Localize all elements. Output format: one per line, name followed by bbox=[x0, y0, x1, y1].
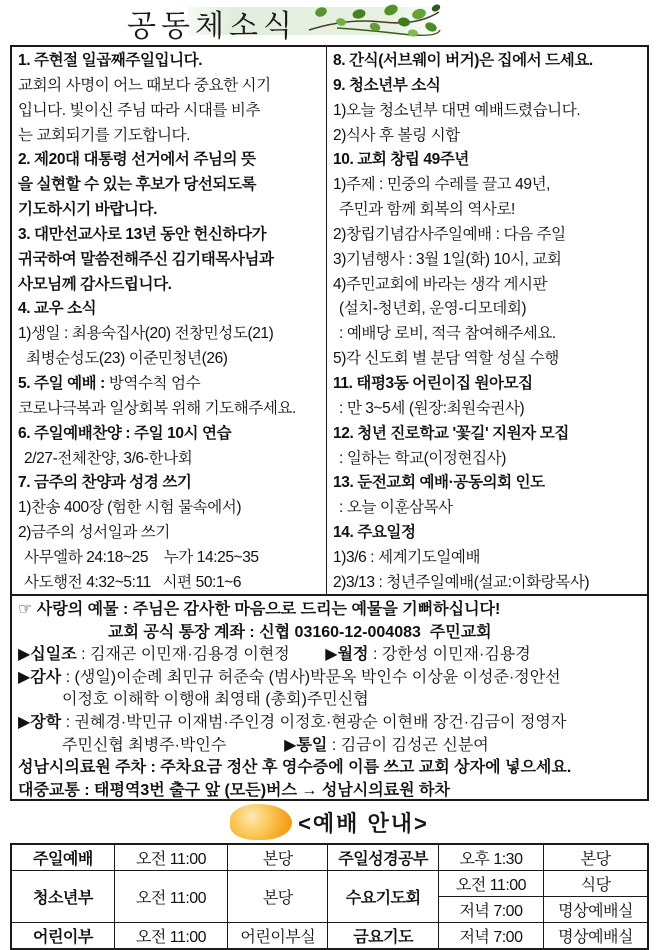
text-segment: 성남시의료원 주차 : 주차요금 정산 후 영수증에 이름 쓰고 교회 상자에 넣으세요. bbox=[18, 759, 572, 777]
text-line bbox=[18, 644, 645, 667]
text-line bbox=[333, 49, 645, 74]
text-segment: ▶장학 bbox=[18, 713, 62, 731]
text-segment: : 만 3~5세 (원장:최원숙권사) bbox=[339, 399, 525, 417]
text-segment: 12. 청년 진로학교 '꽃길' 지원자 모집 bbox=[333, 424, 569, 442]
text-segment: 2)식사 후 볼링 시합 bbox=[333, 126, 460, 144]
text-line bbox=[18, 571, 324, 594]
text-line bbox=[333, 546, 645, 571]
text-segment: 방역수칙 엄수 bbox=[108, 374, 201, 392]
text-segment: 귀국하여 말씀전해주신 김기태목사님과 bbox=[18, 250, 274, 268]
text-segment: : 예배당 로비, 적극 참여해주세요. bbox=[339, 325, 556, 343]
text-segment: 는 교회되기를 기도합니다. bbox=[18, 126, 191, 144]
text-segment: 3. 대만선교사로 13년 동안 헌신하다가 bbox=[18, 225, 267, 243]
text-segment: : 권혜경·박민규 이재범·주인경 이정호·현광순 이현배 장건·김금이 정영자 bbox=[61, 713, 567, 731]
table-row bbox=[11, 923, 648, 950]
text-line bbox=[18, 74, 324, 99]
text-line bbox=[18, 223, 324, 248]
text-segment: 코로나극복과 일상회복 위해 기도해주세요. bbox=[18, 399, 296, 417]
text-line bbox=[333, 397, 645, 422]
text-segment: 6. 주일예배찬양 : 주일 10시 연습 bbox=[18, 424, 232, 442]
text-line bbox=[18, 198, 324, 223]
text-segment: 5)각 신도회 별 분담 역할 성실 수행 bbox=[333, 350, 559, 368]
text-line bbox=[18, 397, 324, 422]
text-segment: 최병순성도(23) 이준민청년(26) bbox=[26, 350, 228, 368]
news-column-right bbox=[327, 47, 647, 594]
text-segment bbox=[226, 737, 284, 754]
text-segment: (설치-청년회, 운영-디모데회) bbox=[339, 300, 527, 318]
text-segment: 1)찬송 400장 (험한 시험 물속에서) bbox=[18, 499, 242, 517]
service-place-cell: 본당 bbox=[228, 844, 328, 871]
service-place-cell: 어린이부실 bbox=[228, 923, 328, 950]
text-line bbox=[333, 297, 645, 322]
text-segment: 3)기념행사 : 3월 1일(화) 10시, 교회 bbox=[333, 250, 562, 268]
text-line bbox=[18, 297, 324, 322]
text-line bbox=[18, 447, 324, 472]
bulletin-header bbox=[0, 0, 659, 45]
text-line bbox=[18, 99, 324, 124]
text-segment: 9. 청소년부 소식 bbox=[333, 76, 441, 94]
text-line bbox=[333, 347, 645, 372]
offering-and-info-notes bbox=[12, 596, 647, 802]
service-place-cell: 본당 bbox=[544, 844, 648, 871]
service-time-cell: 저녁 7:00 bbox=[438, 897, 543, 923]
text-line bbox=[18, 471, 324, 496]
text-line bbox=[18, 148, 324, 173]
text-line bbox=[18, 780, 645, 803]
text-segment: 1. 주현절 일곱째주일입니다. bbox=[18, 52, 203, 69]
text-line bbox=[18, 49, 324, 74]
text-line bbox=[333, 471, 645, 496]
text-line bbox=[18, 735, 645, 758]
table-row bbox=[11, 844, 648, 871]
worship-schedule-table bbox=[10, 843, 649, 950]
worship-guide-title: <예배 안내> bbox=[298, 810, 429, 836]
text-line bbox=[333, 447, 645, 472]
service-place-cell: 본당 bbox=[228, 871, 328, 923]
text-segment: 이정호 이해학 이행애 최영태 (총회)주민신협 bbox=[62, 691, 369, 709]
text-segment: ▶통일 bbox=[284, 736, 328, 754]
text-segment: 을 실현할 수 있는 후보가 당선되도록 bbox=[18, 176, 257, 194]
text-line bbox=[333, 99, 645, 124]
text-line bbox=[333, 248, 645, 273]
text-line bbox=[333, 521, 645, 546]
text-line bbox=[18, 124, 324, 149]
text-segment: 2/27-전체찬양, 3/6-한나회 bbox=[24, 449, 193, 467]
text-line bbox=[18, 496, 324, 521]
text-line bbox=[18, 546, 324, 571]
text-line bbox=[333, 496, 645, 521]
text-line bbox=[333, 372, 645, 397]
text-segment: 11. 태평3동 어린이집 원아모집 bbox=[333, 374, 533, 392]
text-segment: 4)주민교회에 바라는 생각 게시판 bbox=[333, 275, 548, 293]
text-segment: : (생일)이순례 최민규 허준숙 (범사)박문옥 박인수 이상윤 이성준·정안선 bbox=[61, 668, 561, 686]
service-name-cell: 어린이부 bbox=[11, 923, 114, 950]
text-line bbox=[333, 422, 645, 447]
service-time-cell: 오전 11:00 bbox=[114, 871, 227, 923]
text-segment: 사모님께 감사드립니다. bbox=[18, 275, 172, 293]
table-row bbox=[11, 871, 648, 897]
text-line bbox=[18, 689, 645, 712]
text-line bbox=[18, 422, 324, 447]
text-line bbox=[18, 757, 645, 780]
text-line bbox=[18, 521, 324, 546]
text-segment: 10. 교회 창립 49주년 bbox=[333, 151, 469, 169]
service-time-cell: 오전 11:00 bbox=[114, 844, 227, 871]
leaf-vine-icon bbox=[307, 0, 442, 45]
text-line bbox=[18, 173, 324, 198]
service-name-cell: 수요기도회 bbox=[328, 871, 438, 923]
text-segment: 주민과 함께 회복의 역사로! bbox=[339, 201, 515, 219]
text-line bbox=[18, 667, 645, 690]
text-line bbox=[333, 223, 645, 248]
text-line bbox=[333, 148, 645, 173]
service-place-cell: 명상예배실 bbox=[544, 923, 648, 950]
text-segment: 1)오늘 청소년부 대면 예배드렸습니다. bbox=[333, 101, 581, 119]
text-segment: 2)3/13 : 청년주일예배(설교:이화랑목사) bbox=[333, 573, 590, 591]
worship-guide-header bbox=[0, 802, 659, 842]
service-name-cell: 주일예배 bbox=[11, 844, 114, 871]
text-segment: 1)주제 : 민중의 수레를 끌고 49년, bbox=[333, 176, 551, 194]
text-segment: 4. 교우 소식 bbox=[18, 300, 97, 318]
text-segment: 교회의 사명이 어느 때보다 중요한 시기 bbox=[18, 76, 271, 94]
text-segment: 5. 주일 예배 : bbox=[18, 374, 109, 392]
text-segment: ▶월정 bbox=[325, 646, 369, 664]
text-line bbox=[333, 571, 645, 594]
text-segment: 1)3/6 : 세계기도일예배 bbox=[333, 548, 481, 566]
text-line bbox=[18, 712, 645, 735]
text-line bbox=[18, 599, 645, 622]
news-box bbox=[10, 45, 649, 801]
text-segment: : 일하는 학교(이정현집사) bbox=[339, 449, 506, 467]
text-line bbox=[18, 347, 324, 372]
service-place-cell: 명상예배실 bbox=[544, 897, 648, 923]
news-columns bbox=[12, 47, 647, 596]
text-segment: : 김금이 김성곤 신분여 bbox=[327, 736, 489, 754]
text-segment: 1)생일 : 최용숙집사(20) 전창민성도(21) bbox=[18, 325, 274, 343]
text-segment: ☞ 사랑의 예물 : 주님은 감사한 마음으로 드리는 예물을 기뻐하십니다! bbox=[18, 601, 501, 618]
text-segment: 14. 주요일정 bbox=[333, 524, 416, 542]
news-column-left bbox=[12, 47, 327, 594]
service-time-cell: 오전 11:00 bbox=[438, 871, 543, 897]
text-segment: 2)금주의 성서일과 쓰기 bbox=[18, 524, 170, 542]
page-title: 공동체소식 bbox=[127, 9, 297, 43]
text-segment: : 오늘 이훈삼목사 bbox=[339, 499, 453, 517]
text-segment: 2. 제20대 대통령 선거에서 주님의 뜻 bbox=[18, 151, 256, 169]
text-line bbox=[18, 273, 324, 298]
text-segment: : 강한성 이민재·김용경 bbox=[368, 646, 531, 664]
text-line bbox=[18, 622, 645, 645]
text-segment: 7. 금주의 찬양과 성경 쓰기 bbox=[18, 474, 192, 492]
text-segment: 주민신협 최병주·박인수 bbox=[62, 736, 227, 754]
text-segment: : 김재곤 이민재·김용경 이현정 bbox=[76, 646, 290, 664]
orange-fruit-decoration bbox=[230, 804, 292, 840]
service-time-cell: 저녁 7:00 bbox=[438, 923, 543, 950]
service-time-cell: 오후 1:30 bbox=[438, 844, 543, 871]
text-segment bbox=[290, 646, 326, 663]
text-line bbox=[333, 173, 645, 198]
text-line bbox=[18, 372, 324, 397]
text-segment: 기도하시기 바랍니다. bbox=[18, 201, 157, 219]
text-line bbox=[333, 74, 645, 99]
text-segment: 대중교통 : 태평역3번 출구 앞 (모든)버스 → 성남시의료원 하차 bbox=[18, 781, 450, 799]
text-segment: 2)창립기념감사주일예배 : 다음 주일 bbox=[333, 225, 566, 243]
service-name-cell: 청소년부 bbox=[11, 871, 114, 923]
text-segment: 사도행전 4:32~5:11 시편 50:1~6 bbox=[24, 573, 242, 591]
text-segment: 입니다. 빛이신 주님 따라 시대를 비추 bbox=[18, 101, 261, 119]
text-line bbox=[18, 248, 324, 273]
text-segment: 교회 공식 통장 계좌 : 신협 03160-12-004083 주민교회 bbox=[108, 623, 492, 641]
text-line bbox=[333, 198, 645, 223]
text-segment: 13. 둔전교회 예배·공동의회 인도 bbox=[333, 474, 545, 492]
service-time-cell: 오전 11:00 bbox=[114, 923, 227, 950]
text-line bbox=[333, 273, 645, 298]
text-line bbox=[333, 124, 645, 149]
text-line bbox=[333, 322, 645, 347]
text-segment: ▶감사 bbox=[18, 668, 62, 686]
service-name-cell: 금요기도 bbox=[328, 923, 438, 950]
service-place-cell: 식당 bbox=[544, 871, 648, 897]
text-segment: ▶십일조 bbox=[18, 646, 77, 664]
text-segment: 8. 간식(서브웨이 버거)은 집에서 드세요. bbox=[333, 52, 593, 69]
text-segment: 사무엘하 24:18~25 누가 14:25~35 bbox=[24, 548, 259, 566]
service-name-cell: 주일성경공부 bbox=[328, 844, 438, 871]
text-line bbox=[18, 322, 324, 347]
